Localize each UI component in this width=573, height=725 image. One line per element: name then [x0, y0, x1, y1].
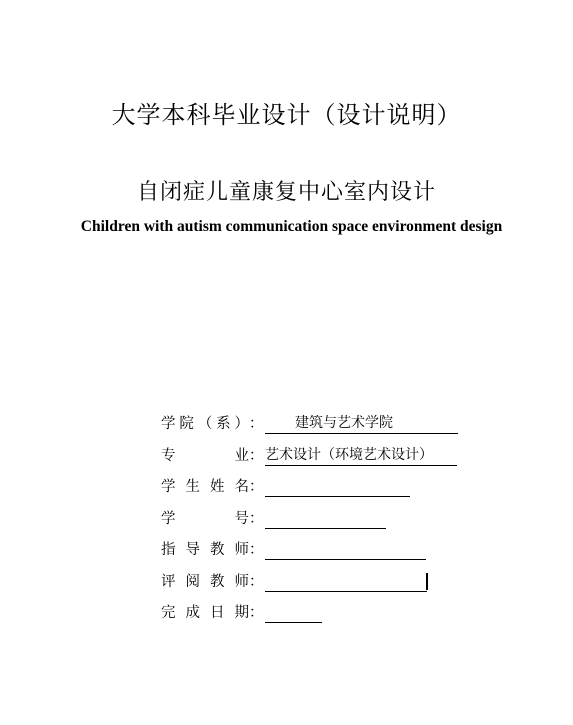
major-label-text	[161, 446, 249, 466]
student-id-label-text	[161, 509, 249, 529]
major-colon: ：	[249, 447, 264, 464]
label-char: 名	[234, 479, 249, 495]
completion-date-label	[161, 603, 261, 623]
main-title: 大学本科毕业设计（设计说明）	[111, 101, 462, 129]
advisor-field[interactable]	[265, 540, 426, 560]
advisor-label	[161, 540, 261, 560]
label-char: 教	[210, 542, 225, 558]
college-colon: ：	[249, 416, 264, 432]
label-char: 评	[161, 573, 176, 590]
label-char: 专	[161, 447, 176, 464]
student-id-row	[161, 509, 561, 541]
completion-date-row	[161, 603, 561, 635]
student-name-field[interactable]	[265, 477, 410, 497]
label-char: 导	[185, 542, 200, 558]
advisor-row	[161, 540, 561, 572]
student-name-row	[161, 477, 561, 509]
text-cursor	[426, 573, 428, 590]
student-name-colon: ：	[249, 479, 264, 495]
label-char: 学	[161, 510, 176, 527]
label-char: 系	[216, 416, 231, 432]
reviewer-field[interactable]	[265, 572, 427, 592]
completion-date-colon: ：	[249, 605, 264, 621]
completion-date-label-text	[161, 603, 249, 623]
info-block	[161, 414, 561, 635]
completion-date-field[interactable]	[265, 603, 322, 623]
major-field[interactable]	[265, 446, 457, 466]
label-char: 学	[161, 416, 176, 432]
label-char: 姓	[210, 479, 225, 495]
advisor-colon: ：	[249, 542, 264, 558]
reviewer-colon: ：	[249, 573, 264, 590]
major-row	[161, 446, 561, 478]
college-label-text	[161, 414, 249, 434]
label-char: 院	[179, 416, 194, 432]
reviewer-row	[161, 572, 561, 604]
english-title: Children with autism communication space environment design	[80, 218, 503, 235]
label-char: 师	[234, 542, 249, 558]
student-id-label	[161, 509, 261, 529]
label-char: （	[197, 416, 213, 432]
advisor-label-text	[161, 540, 249, 560]
major-value: 艺术设计（环境艺术设计）	[265, 446, 433, 463]
college-field[interactable]	[265, 414, 458, 434]
student-name-label	[161, 477, 261, 497]
label-char: 生	[185, 479, 200, 495]
label-char: ）	[234, 416, 249, 432]
label-char: 教	[210, 573, 225, 590]
label-char: 指	[161, 542, 176, 558]
label-char: 师	[234, 573, 249, 590]
label-char: 号	[234, 510, 249, 527]
college-row	[161, 414, 561, 446]
college-value: 建筑与艺术学院	[295, 415, 393, 431]
student-id-field[interactable]	[265, 509, 386, 529]
reviewer-label-text	[161, 572, 249, 592]
label-char: 完	[161, 605, 176, 621]
reviewer-label	[161, 572, 261, 592]
college-label	[161, 414, 261, 434]
label-char: 业	[234, 447, 249, 464]
major-label	[161, 446, 261, 466]
chinese-title: 自闭症儿童康复中心室内设计	[136, 180, 436, 205]
label-char: 学	[161, 479, 176, 495]
label-char: 日	[210, 605, 225, 621]
student-name-label-text	[161, 477, 249, 497]
label-char: 阅	[185, 573, 200, 590]
label-char: 成	[185, 605, 200, 621]
student-id-colon: ：	[249, 510, 264, 527]
label-char: 期	[234, 605, 249, 621]
